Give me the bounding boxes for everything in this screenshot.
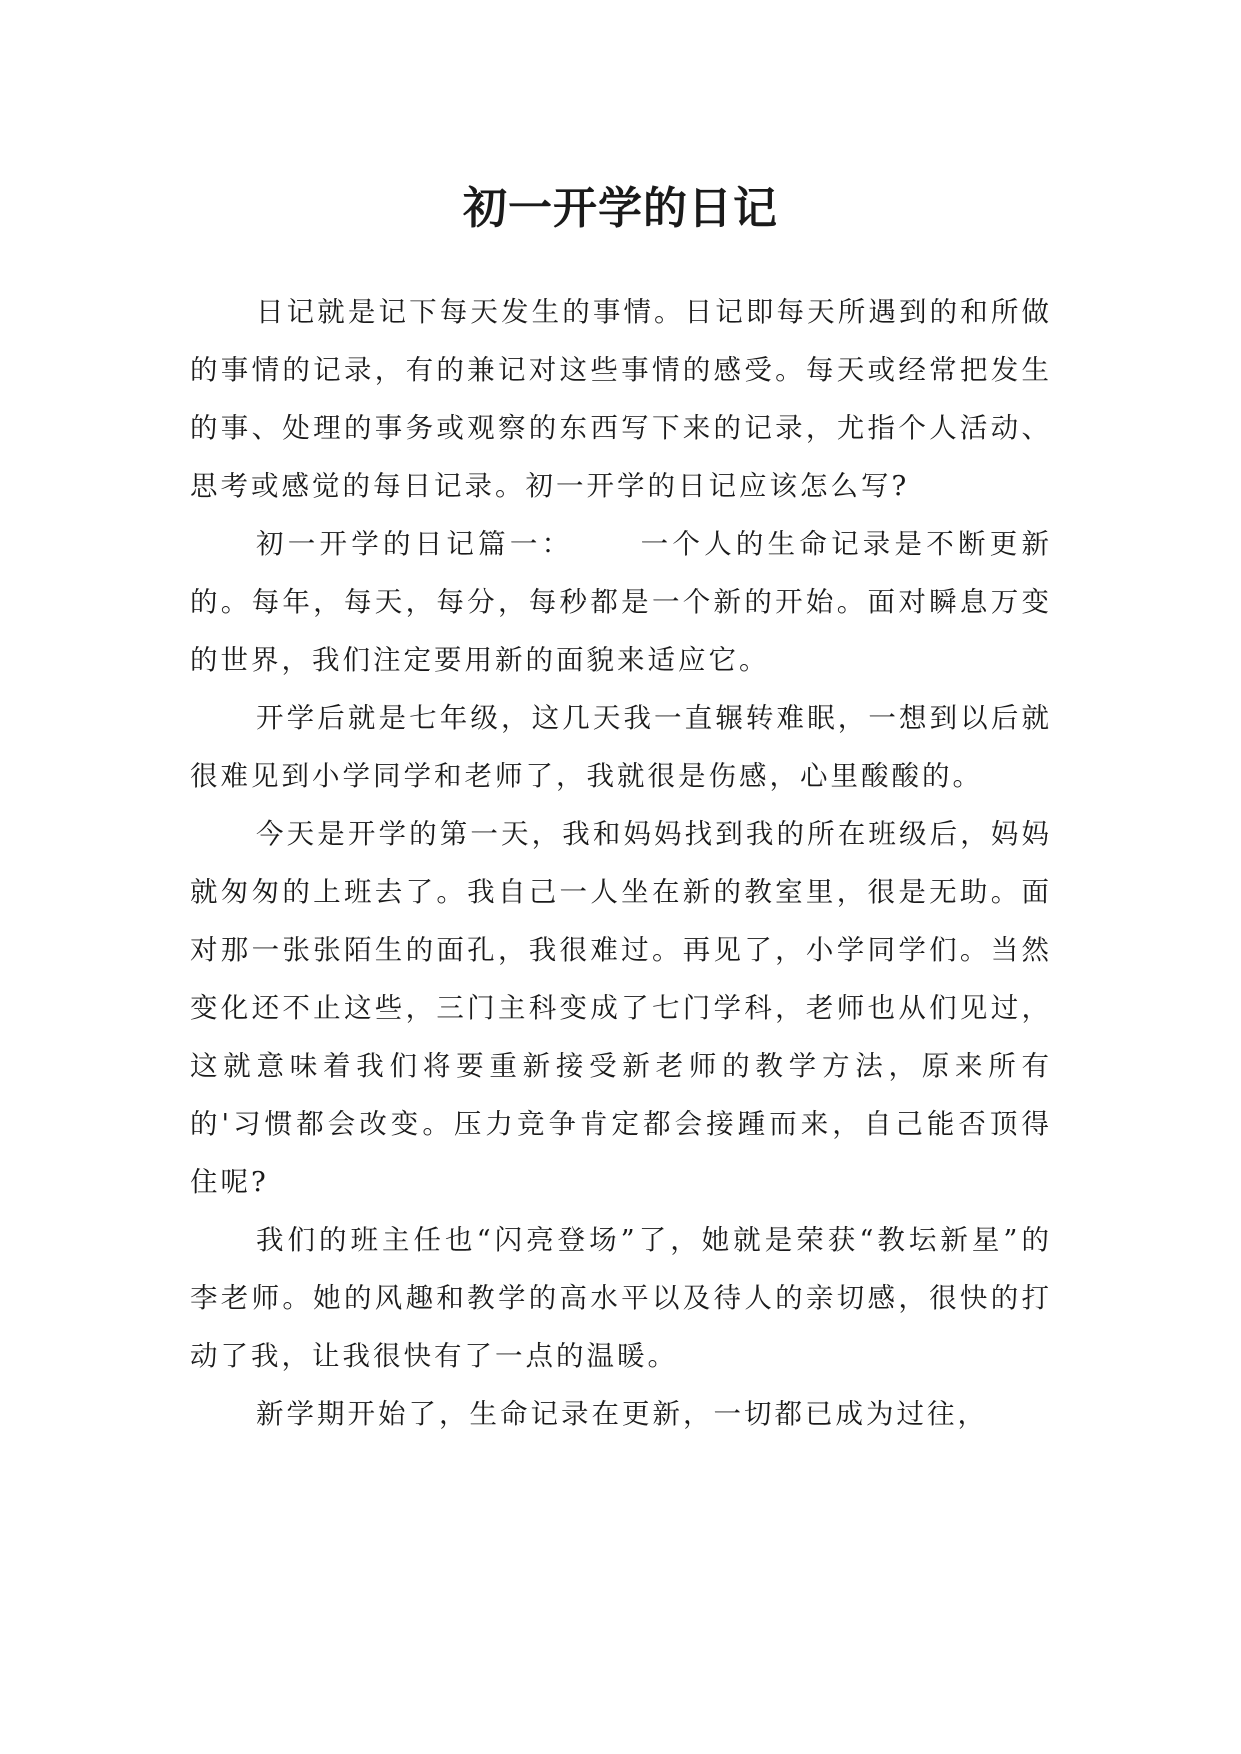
- paragraph-text: 日记就是记下每天发生的事情。日记即每天所遇到的和所做的事情的记录，有的兼记对这些事情的感受。每天或经常把发生的事、处理的事务或观察的东西写下来的记录，尤指个人活动、思考或感觉的每日记录。初一开学的日记应该怎么写?: [190, 296, 1052, 502]
- paragraph-text: 开学后就是七年级，这几天我一直辗转难眠，一想到以后就很难见到小学同学和老师了，我就很是伤感，心里酸酸的。: [190, 702, 1052, 792]
- paragraph-text: 新学期开始了，生命记录在更新，一切都已成为过往，: [256, 1398, 988, 1430]
- paragraph-part-one: [190, 515, 1052, 689]
- paragraph-new-term: [190, 1385, 1052, 1443]
- paragraph-seventh-grade: [190, 689, 1052, 805]
- document-title: 初一开学的日记: [463, 183, 778, 235]
- paragraph-head-teacher: [190, 1211, 1052, 1385]
- document-body: [190, 283, 1052, 1443]
- paragraph-intro: [190, 283, 1052, 515]
- paragraph-text: 今天是开学的第一天，我和妈妈找到我的所在班级后，妈妈就匆匆的上班去了。我自己一人坐在新的教室里，很是无助。面对那一张张陌生的面孔，我很难过。再见了，小学同学们。当然变化还不止这些，三门主科变成了七门学科，老师也从们见过，这就意味着我们将要重新接受新老师的教学方法，原来所有的'习惯都会改变。压力竞争肯定都会接踵而来，自己能否顶得住呢?: [190, 818, 1052, 1198]
- paragraph-first-day: [190, 805, 1052, 1211]
- paragraph-text: 一个人的生命记录是不断更新的。每年，每天，每分，每秒都是一个新的开始。面对瞬息万变的世界，我们注定要用新的面貌来适应它。: [190, 528, 1052, 676]
- section-label: 初一开学的日记篇一：: [256, 528, 574, 560]
- paragraph-text: 我们的班主任也“闪亮登场”了，她就是荣获“教坛新星”的李老师。她的风趣和教学的高水平以及待人的亲切感，很快的打动了我，让我很快有了一点的温暖。: [190, 1224, 1052, 1372]
